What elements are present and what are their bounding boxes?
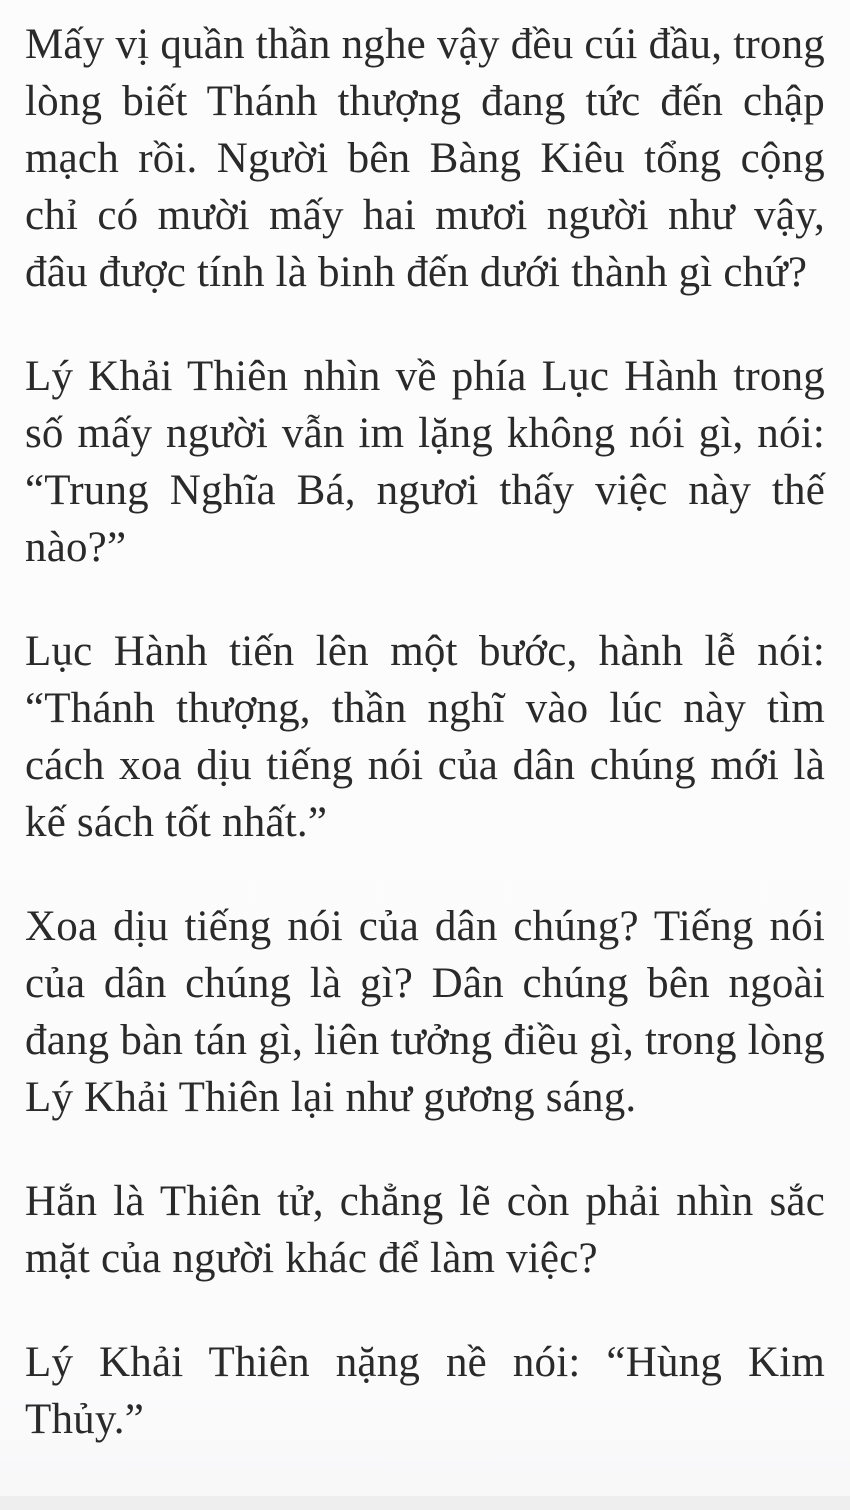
bottom-bar: [0, 1496, 850, 1510]
paragraph-5: Hắn là Thiên tử, chẳng lẽ còn phải nhìn sắc mặt của người khác để làm việc?: [25, 1178, 825, 1282]
paragraph-3: Lục Hành tiến lên một bước, hành lễ nói: “Thánh thượng, thần nghĩ vào lúc này tìm cách xoa dịu tiếng nói của dân chúng mới là kế sách tốt nhất.”: [25, 628, 825, 846]
paragraph-1: Mấy vị quần thần nghe vậy đều cúi đầu, trong lòng biết Thánh thượng đang tức đến chập mạch rồi. Người bên Bàng Kiêu tổng cộng chỉ có mười mấy hai mươi người như vậy, đâu được tính là binh đến dưới thành gì chứ?: [25, 21, 825, 296]
paragraph-6: Lý Khải Thiên nặng nề nói: “Hùng Kim Thủy.”: [25, 1339, 825, 1443]
paragraph-2: Lý Khải Thiên nhìn về phía Lục Hành trong số mấy người vẫn im lặng không nói gì, nói: “Trung Nghĩa Bá, ngươi thấy việc này thế nào?”: [25, 353, 825, 571]
paragraph-4: Xoa dịu tiếng nói của dân chúng? Tiếng nói của dân chúng là gì? Dân chúng bên ngoài đang bàn tán gì, liên tưởng điều gì, trong lòng Lý Khải Thiên lại như gương sáng.: [25, 903, 825, 1121]
